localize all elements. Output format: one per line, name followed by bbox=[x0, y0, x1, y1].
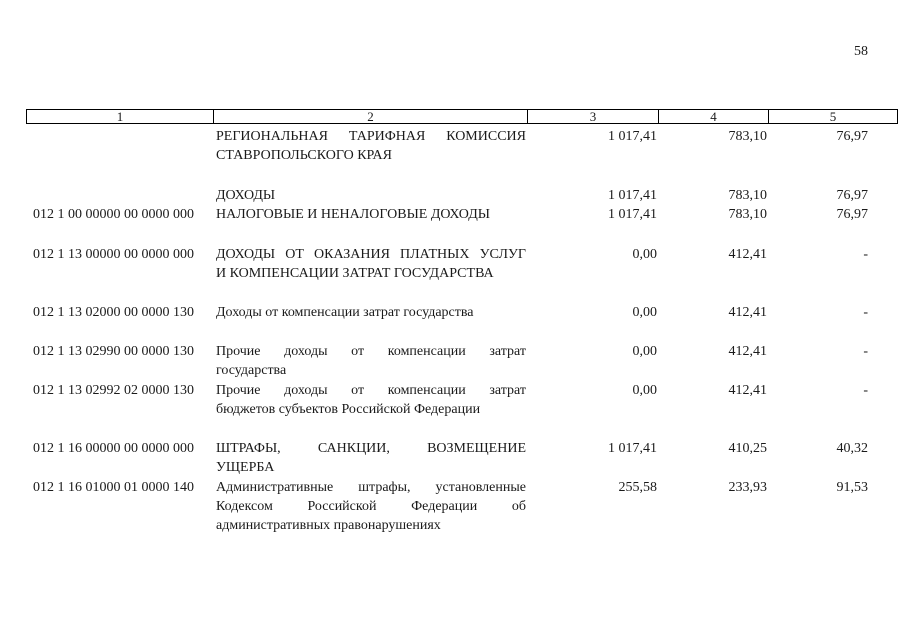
row-code: 012 1 16 01000 01 0000 140 bbox=[33, 480, 194, 495]
row-value-col-3: 0,00 bbox=[632, 344, 657, 359]
row-name-line: Доходы от компенсации затрат государства bbox=[216, 305, 474, 320]
row-value-col-5: 76,97 bbox=[836, 188, 868, 203]
row-value-col-4: 412,41 bbox=[728, 247, 767, 262]
row-name bbox=[216, 127, 526, 165]
row-name-line: Прочие доходы от компенсации затрат bbox=[216, 383, 526, 398]
row-name-line: ШТРАФЫ, САНКЦИИ, ВОЗМЕЩЕНИЕ bbox=[216, 441, 526, 456]
row-value-col-4: 412,41 bbox=[728, 383, 767, 398]
row-code: 012 1 13 02992 02 0000 130 bbox=[33, 383, 194, 398]
row-name-line: Кодексом Российской Федерации об bbox=[216, 499, 526, 514]
row-name bbox=[216, 381, 526, 419]
row-value-col-5: - bbox=[863, 383, 868, 398]
row-value-col-3: 1 017,41 bbox=[608, 129, 657, 144]
header-col-1: 1 bbox=[26, 109, 213, 124]
row-value-col-5: 40,32 bbox=[836, 441, 868, 456]
row-code: 012 1 13 00000 00 0000 000 bbox=[33, 247, 194, 262]
row-value-col-4: 412,41 bbox=[728, 344, 767, 359]
row-name-line: ДОХОДЫ bbox=[216, 188, 276, 203]
row-code: 012 1 16 00000 00 0000 000 bbox=[33, 441, 194, 456]
row-name bbox=[216, 303, 526, 322]
row-value-col-5: 76,97 bbox=[836, 207, 868, 222]
row-name-line: РЕГИОНАЛЬНАЯ ТАРИФНАЯ КОМИССИЯ bbox=[216, 129, 526, 144]
header-col-4: 4 bbox=[658, 109, 768, 124]
row-name-line: Прочие доходы от компенсации затрат bbox=[216, 344, 526, 359]
row-name-line: административных правонарушениях bbox=[216, 518, 441, 533]
row-name bbox=[216, 439, 526, 477]
row-value-col-3: 1 017,41 bbox=[608, 207, 657, 222]
row-name bbox=[216, 186, 526, 205]
row-name-line: Административные штрафы, установленные bbox=[216, 480, 526, 495]
row-name bbox=[216, 245, 526, 283]
row-name-line: НАЛОГОВЫЕ И НЕНАЛОГОВЫЕ ДОХОДЫ bbox=[216, 207, 490, 222]
row-value-col-5: - bbox=[863, 247, 868, 262]
row-value-col-3: 0,00 bbox=[632, 383, 657, 398]
row-value-col-4: 783,10 bbox=[728, 188, 767, 203]
row-value-col-4: 783,10 bbox=[728, 129, 767, 144]
row-name-line: И КОМПЕНСАЦИИ ЗАТРАТ ГОСУДАРСТВА bbox=[216, 266, 494, 281]
header-col-2: 2 bbox=[213, 109, 527, 124]
row-code: 012 1 13 02990 00 0000 130 bbox=[33, 344, 194, 359]
header-col-3: 3 bbox=[527, 109, 658, 124]
row-name bbox=[216, 205, 526, 224]
row-value-col-5: - bbox=[863, 305, 868, 320]
row-value-col-5: - bbox=[863, 344, 868, 359]
row-name-line: бюджетов субъектов Российской Федерации bbox=[216, 402, 481, 417]
row-name-line: СТАВРОПОЛЬСКОГО КРАЯ bbox=[216, 148, 392, 163]
row-value-col-5: 76,97 bbox=[836, 129, 868, 144]
row-name-line: государства bbox=[216, 363, 287, 378]
row-value-col-3: 255,58 bbox=[618, 480, 657, 495]
row-value-col-5: 91,53 bbox=[836, 480, 868, 495]
row-name-line: УЩЕРБА bbox=[216, 460, 275, 475]
row-value-col-4: 233,93 bbox=[728, 480, 767, 495]
row-value-col-3: 1 017,41 bbox=[608, 188, 657, 203]
row-name bbox=[216, 478, 526, 535]
header-col-5: 5 bbox=[768, 109, 898, 124]
row-value-col-3: 0,00 bbox=[632, 305, 657, 320]
row-name bbox=[216, 342, 526, 380]
page-number: 58 bbox=[854, 44, 868, 59]
row-code: 012 1 00 00000 00 0000 000 bbox=[33, 207, 194, 222]
row-name-line: ДОХОДЫ ОТ ОКАЗАНИЯ ПЛАТНЫХ УСЛУГ bbox=[216, 247, 526, 262]
row-value-col-3: 0,00 bbox=[632, 247, 657, 262]
row-code: 012 1 13 02000 00 0000 130 bbox=[33, 305, 194, 320]
table-header bbox=[26, 109, 898, 124]
row-value-col-3: 1 017,41 bbox=[608, 441, 657, 456]
row-value-col-4: 783,10 bbox=[728, 207, 767, 222]
row-value-col-4: 412,41 bbox=[728, 305, 767, 320]
row-value-col-4: 410,25 bbox=[728, 441, 767, 456]
